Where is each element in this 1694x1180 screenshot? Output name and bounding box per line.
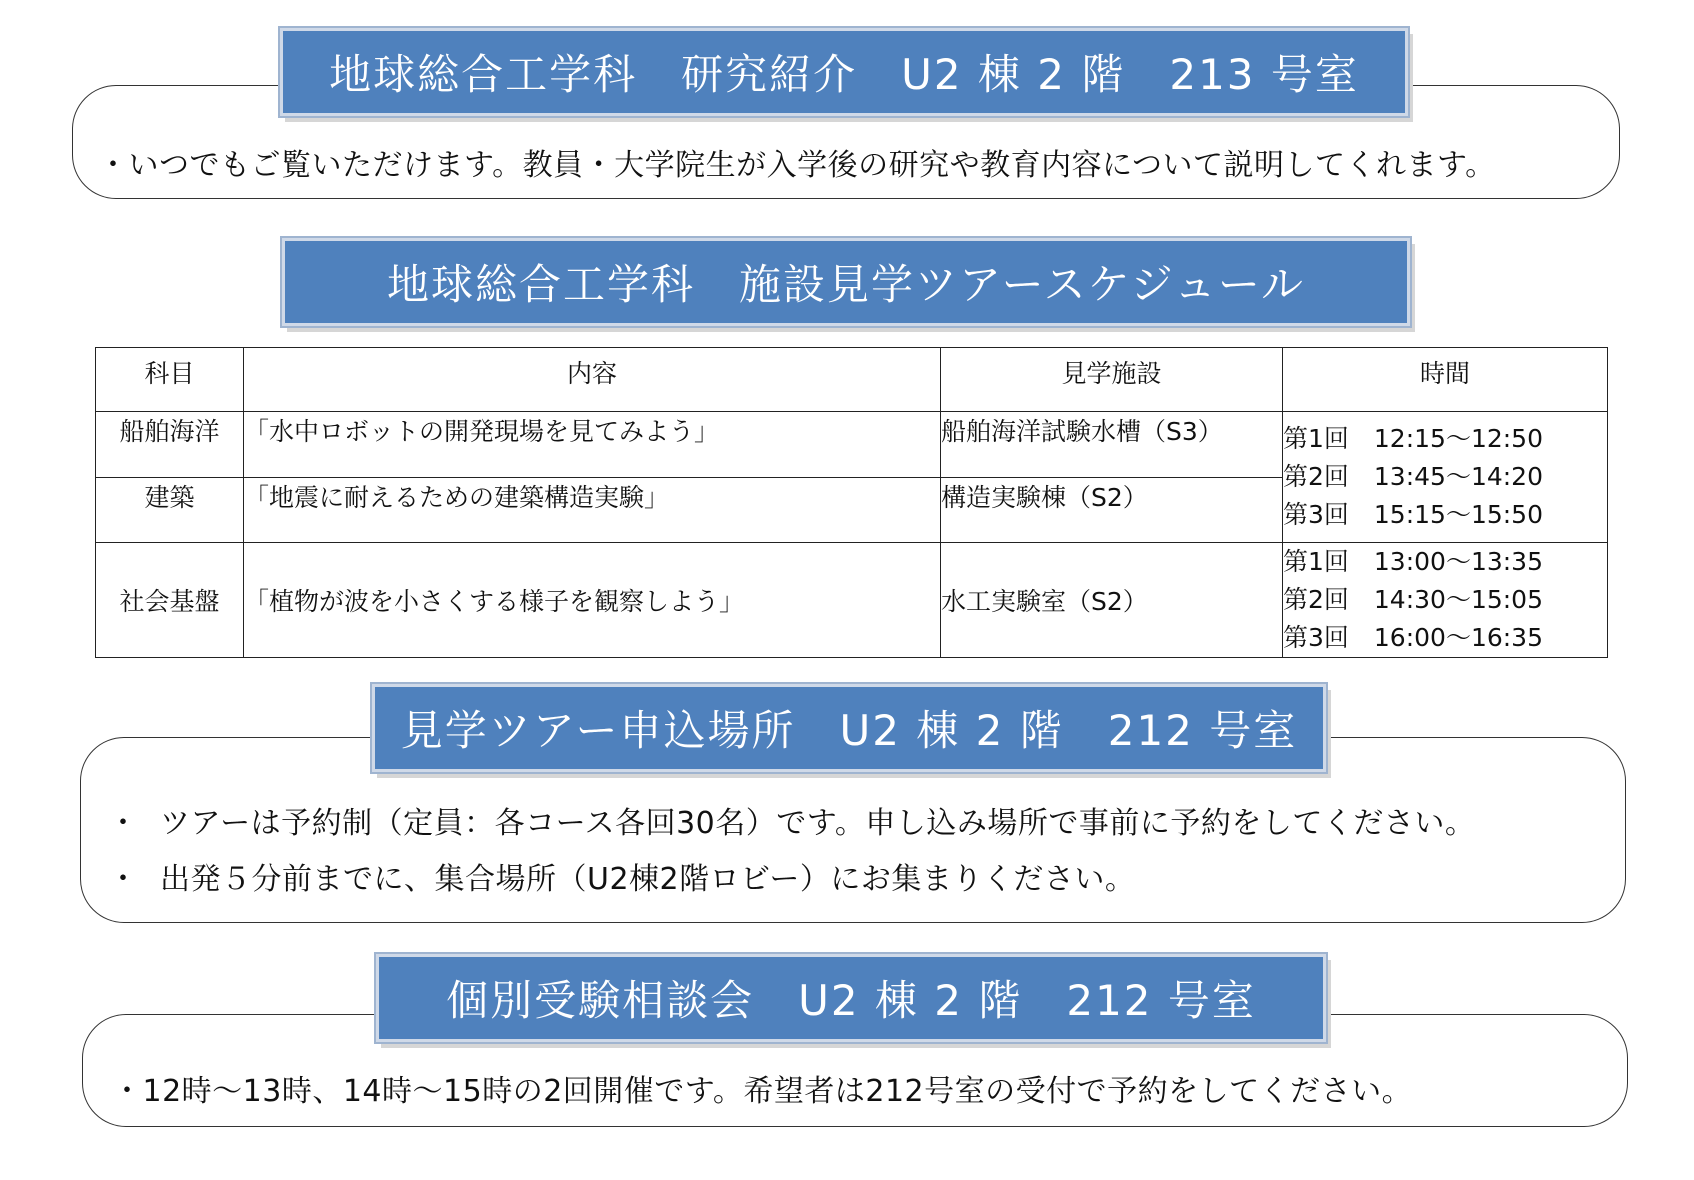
time-slot: 第2回 14:30～15:05 <box>1283 585 1543 614</box>
table-row <box>96 543 1608 658</box>
row-content: 「水中ロボットの開発現場を見てみよう」 <box>244 412 941 478</box>
time-cell-shared <box>1283 412 1608 543</box>
table-header-row <box>96 348 1608 412</box>
time-slot: 第3回 15:15～15:50 <box>1283 500 1543 529</box>
row-facility: 水工実験室（S2） <box>941 543 1283 658</box>
time-slot: 第2回 13:45～14:20 <box>1283 462 1543 491</box>
header-facility: 見学施設 <box>941 348 1283 412</box>
header-subject: 科目 <box>96 348 244 412</box>
tour-signup-text-1: ツアーは予約制（定員：各コース各回30名）です。申し込み場所で事前に予約をしてください。 <box>160 806 1476 841</box>
bullet-icon: ・ <box>108 862 139 897</box>
row-subject: 船舶海洋 <box>96 412 244 478</box>
bullet-icon: ・ <box>108 806 139 841</box>
tour-schedule-title: 地球総合工学科 施設見学ツアースケジュール <box>282 238 1410 326</box>
row-subject: 社会基盤 <box>96 543 244 658</box>
tour-signup-title: 見学ツアー申込場所 U2 棟 2 階 212 号室 <box>372 684 1326 772</box>
row-content: 「植物が波を小さくする様子を観察しよう」 <box>244 543 941 658</box>
header-time: 時間 <box>1283 348 1608 412</box>
tour-signup-text-2: 出発５分前までに、集合場所（U2棟2階ロビー）にお集まりください。 <box>160 862 1136 897</box>
research-intro-text: ・いつでもご覧いただけます。教員・大学院生が入学後の研究や教育内容について説明してくれます。 <box>98 148 1496 183</box>
consultation-title: 個別受験相談会 U2 棟 2 階 212 号室 <box>376 954 1326 1042</box>
tour-schedule-table <box>95 347 1608 658</box>
time-slot: 第1回 13:00～13:35 <box>1283 547 1543 576</box>
consultation-text: ・12時～13時、14時～15時の2回開催です。希望者は212号室の受付で予約をしてください。 <box>112 1074 1413 1109</box>
row-subject: 建築 <box>96 478 244 543</box>
row-facility: 船舶海洋試験水槽（S3） <box>941 412 1283 478</box>
research-intro-title: 地球総合工学科 研究紹介 U2 棟 2 階 213 号室 <box>280 28 1408 116</box>
time-slot: 第1回 12:15～12:50 <box>1283 424 1543 453</box>
header-content: 内容 <box>244 348 941 412</box>
time-cell <box>1283 543 1608 658</box>
row-facility: 構造実験棟（S2） <box>941 478 1283 543</box>
table-row <box>96 412 1608 478</box>
time-slot: 第3回 16:00～16:35 <box>1283 623 1543 652</box>
row-content: 「地震に耐えるための建築構造実験」 <box>244 478 941 543</box>
